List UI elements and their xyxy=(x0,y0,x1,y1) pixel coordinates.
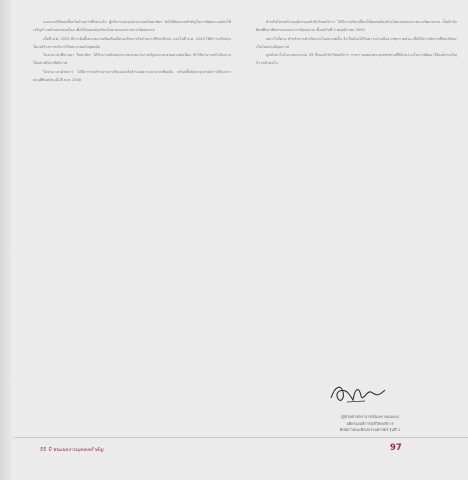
signer-block xyxy=(300,414,440,434)
left-paragraph-2: เมื่อปี พ.ศ. 2532 มีการจัดตั้งหน่วยงานเพิ่มเติมเพื่อรองรับภารกิจด้านการศึกษาศิลปะ และในปี พ.ศ. 2543 ได้มีการปรับปรุงโครงสร้างการบริหารให้เหมาะสมกับยุคสมัย xyxy=(33,36,231,49)
signature-image xyxy=(325,378,395,408)
page-number: 97 xyxy=(390,443,402,453)
signer-position: อดีตรองอธิการบดีวิทยบริการ xyxy=(346,420,394,426)
signer-detail: ศิษย์เก่าคณะศิลปกรรมศาสตร์ รุ่นที่ 2 xyxy=(339,427,401,433)
right-paragraph-2: อย่างไรก็ตาม สำหรับการดำเนินงานในอนาคตนั้น จำเป็นต้องได้รับความร่วมมือจากทุกภาคส่วน เพื่อให้การจัดการศึกษาศิลปะเป็นไปอย่างมีคุณภาพ xyxy=(256,36,457,49)
right-paragraph-3: ดูหน้าตาในโอกาสครบรอบ 55 ปีของสำนักวิทยบริการ กรมฯ ขอขอบพระคุณทุกท่านที่มีส่วนร่วมในการพัฒนาให้องค์กรเจริญก้าวหน้าต่อไป xyxy=(256,53,457,66)
book-spine-shadow xyxy=(0,0,14,480)
footer-book-title: 55 ปี ชนะผลงานบุคคลสำคัญ xyxy=(40,447,104,453)
right-paragraph-1: สำหรับโครงสร้างองค์กรของสำนักวิทยบริการ ได้มีการปรับเปลี่ยนให้สอดคล้องกับนโยบายของกระทรวงวัฒนธรรม เป็นสำนักศิลปศึกษาศิลปกรรมและการวัฒนธรรม ตั้งแต่วันที่ 5 พฤศจิกายน 2550 xyxy=(256,20,457,33)
signer-name: (ผู้ช่วยศาสตราจารย์สมพร ทองแดง) xyxy=(340,414,400,419)
left-paragraph-4: ในช่วงเวลาดังกล่าว ได้มีการก่อสร้างอาคารเรียนและสิ่งอำนวยความสะดวกเพิ่มเติม พร้อมทั้งจัดหาอุปกรณ์การเรียนการสอนที่ทันสมัย เมื่อปี พ.ศ. 2548 xyxy=(33,69,231,83)
left-paragraph-1: นอกจากมีสัมฤทธิ์ผลในด้านการศึกษาแล้ว ผู้บริหารและบุคลากรของวิทยาลัยฯ ยังได้มีบทบาทสำคัญในการพัฒนาองค์กรให้เจริญก้าวหน้าอย่างต่อเนื่อง เพื่อให้สอดคล้องกับนโยบายของกระทรวงวัฒนธรรม xyxy=(33,20,231,33)
left-text-column xyxy=(33,18,231,84)
right-text-column xyxy=(256,18,457,68)
footer-divider xyxy=(14,437,468,438)
left-paragraph-3: ในช่วงเวลาที่ผ่านมา วิทยาลัยฯ ได้รับการสนับสนุนจากหน่วยงานภาครัฐและเอกชนอย่างต่อเนื่อง ทำให้สามารถดำเนินงานได้อย่างมีประสิทธิภาพ xyxy=(33,53,231,66)
